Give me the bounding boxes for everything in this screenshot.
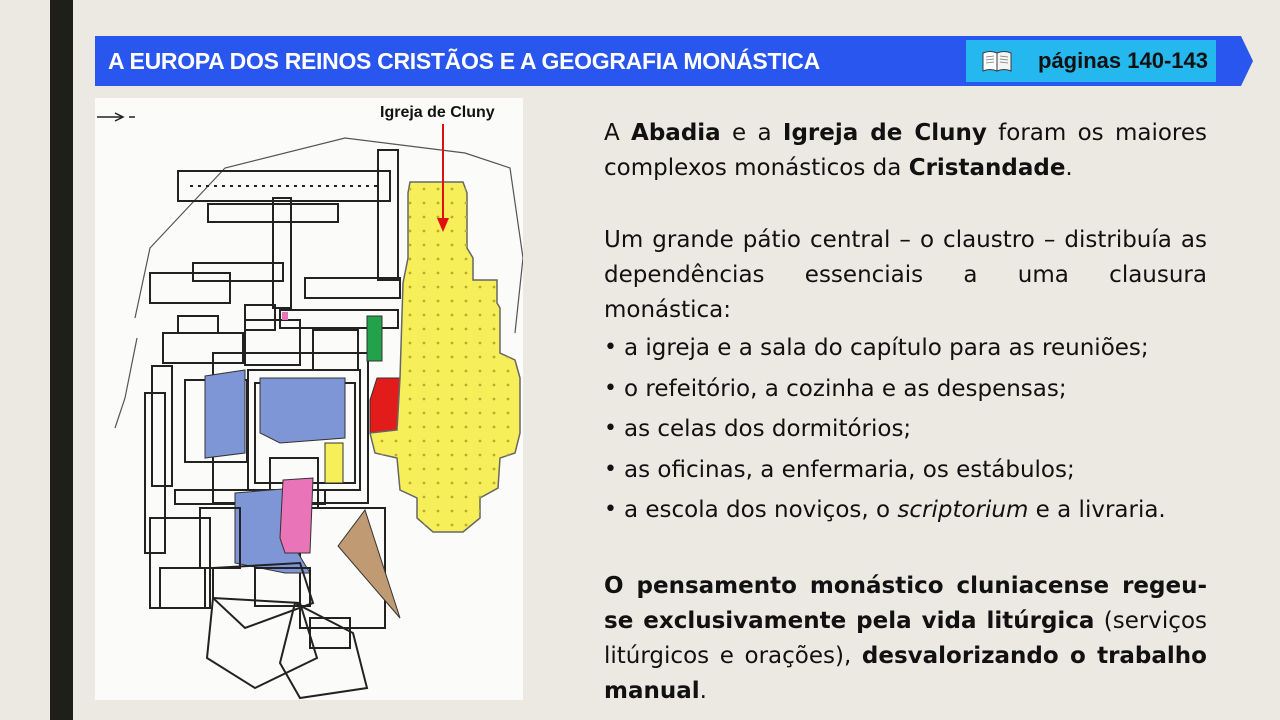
dependencies-list [604, 328, 1207, 531]
workshop-room [280, 478, 313, 553]
small-marker-room [282, 312, 288, 320]
cloister-frames [213, 320, 385, 628]
pages-reference-badge [966, 40, 1216, 82]
conclusion-paragraph: O pensamento monástico cluniacense regeu-se exclusivamente pela vida litúrgica (serviços litúrgicos e orações), desvalorizando o trabalho manual. [604, 572, 1207, 704]
pages-label: páginas 140-143 [1038, 48, 1208, 73]
yard-court [325, 443, 343, 483]
list-item: • a igreja e a sala do capítulo para as reuniões; [604, 328, 1207, 369]
north-buildings [150, 150, 400, 330]
cloister-paragraph: Um grande pátio central – o claustro – distribuía as dependências essenciais a uma clausura monástica: [604, 227, 1207, 323]
list-item: • o refeitório, a cozinha e as despensas; [604, 369, 1207, 410]
cluny-abbey-plan [95, 98, 523, 700]
content-column [604, 116, 1207, 709]
left-accent-bar [50, 0, 73, 720]
church-nave [370, 182, 520, 532]
chapter-room [370, 378, 400, 433]
cloister-area [260, 378, 345, 443]
list-item: • a escola dos noviços, o scriptorium e a livraria. [604, 490, 1207, 531]
list-item: • as celas dos dormitórios; [604, 409, 1207, 450]
plan-drawing [95, 98, 523, 700]
figure-caption: Igreja de Cluny [380, 104, 495, 121]
intro-paragraph: A Abadia e a Igreja de Cluny foram os maiores complexos monásticos da Cristandade. [604, 120, 1207, 181]
north-arrow-icon [97, 113, 135, 121]
kitchen-room [367, 316, 382, 361]
open-book-icon [982, 50, 1012, 72]
list-item: • as oficinas, a enfermaria, os estábulos; [604, 450, 1207, 491]
refectory-area [205, 370, 245, 458]
stable-court [338, 510, 400, 618]
page-title: A EUROPA DOS REINOS CRISTÃOS E A GEOGRAFIA MONÁSTICA [108, 48, 820, 74]
